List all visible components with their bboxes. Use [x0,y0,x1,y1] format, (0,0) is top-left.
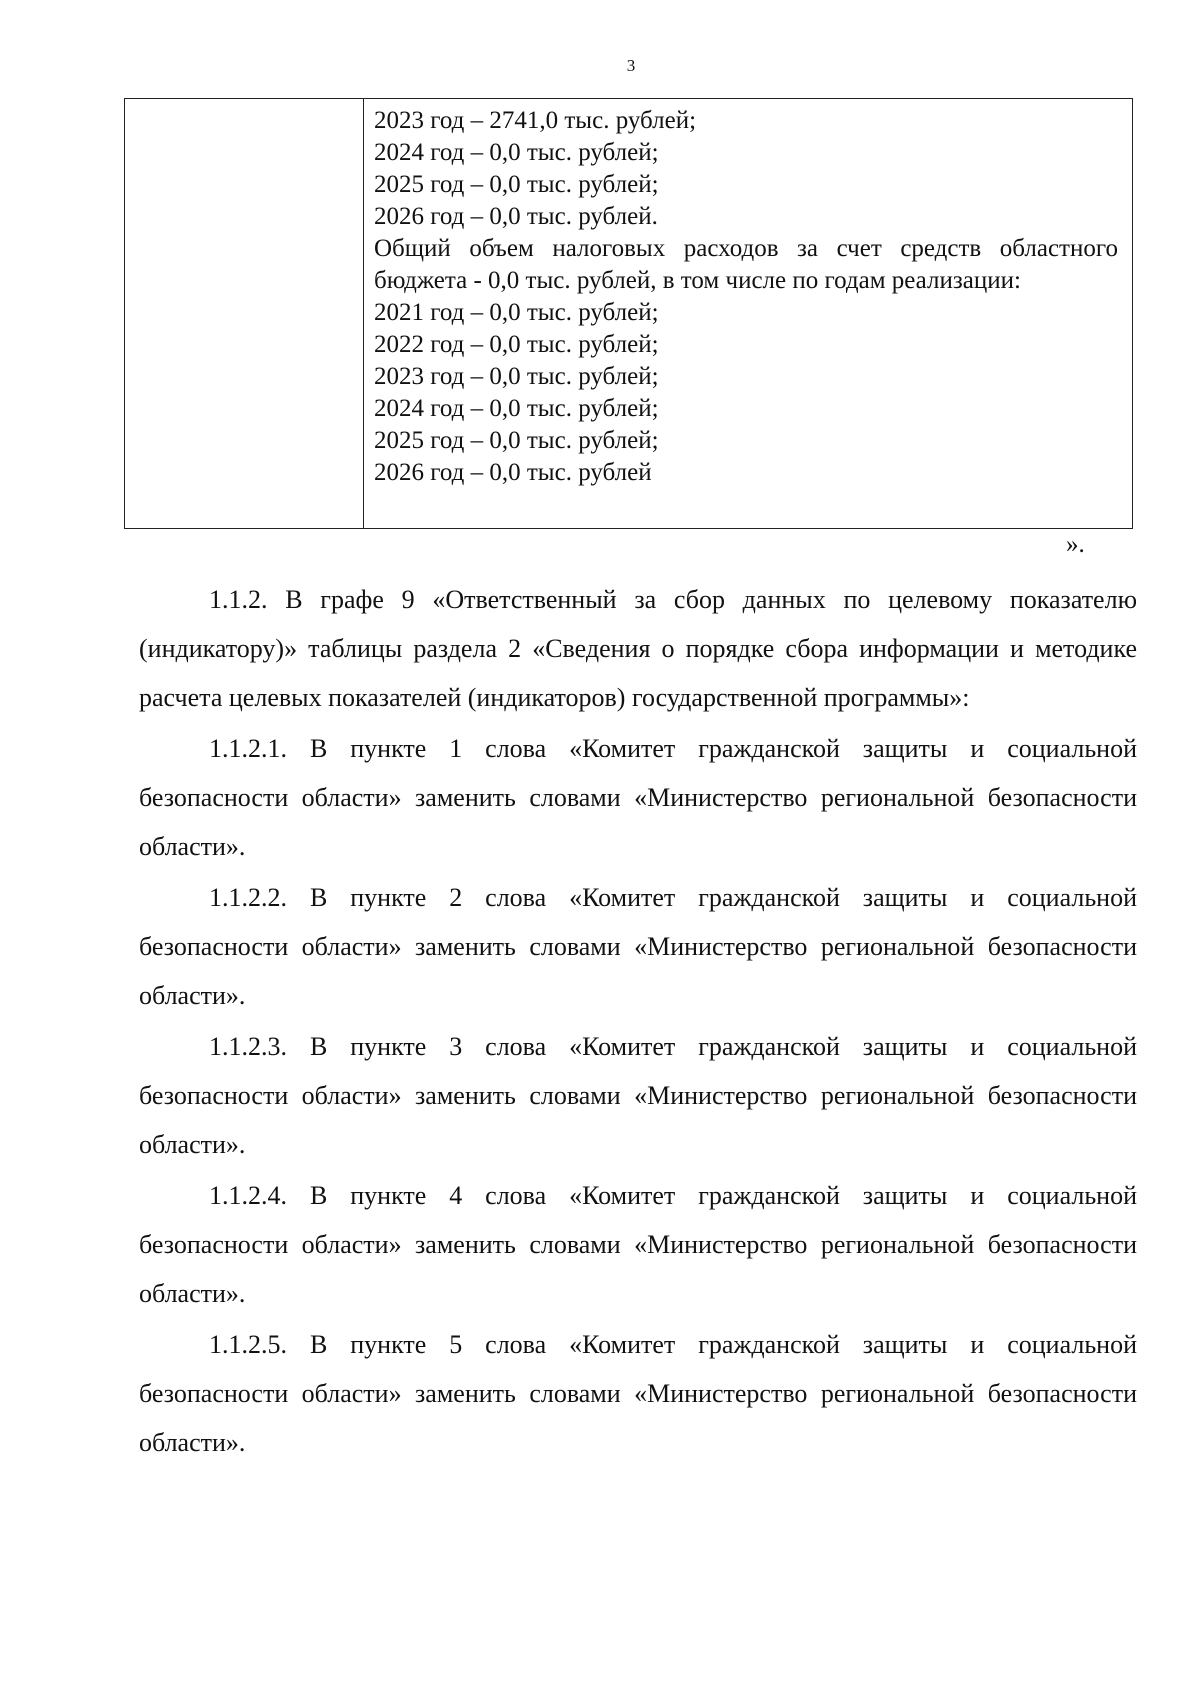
tax-line-2022: 2022 год – 0,0 тыс. рублей; [374,331,659,358]
paragraph-1-1-2-2: 1.1.2.2. В пункте 2 слова «Комитет гражданской защиты и социальной безопасности области» заменить словами «Министерство региональной безопасности области». [139,883,1137,1010]
tax-line-2021: 2021 год – 0,0 тыс. рублей; [374,299,659,326]
funding-line-2025: 2025 год – 0,0 тыс. рублей; [374,171,659,198]
table-closing-quote: ». [1066,531,1085,558]
tax-line-2026: 2026 год – 0,0 тыс. рублей [374,459,652,486]
funding-table [124,98,1133,529]
table-left-cell [125,99,364,528]
tax-line-2023: 2023 год – 0,0 тыс. рублей; [374,363,659,390]
paragraph-1-1-2-1: 1.1.2.1. В пункте 1 слова «Комитет гражданской защиты и социальной безопасности области» заменить словами «Министерство региональной безопасности области». [139,734,1137,861]
funding-line-2023: 2023 год – 2741,0 тыс. рублей; [374,107,697,134]
tax-line-2025: 2025 год – 0,0 тыс. рублей; [374,427,659,454]
paragraph-1-1-2-5: 1.1.2.5. В пункте 5 слова «Комитет гражданской защиты и социальной безопасности области» заменить словами «Министерство региональной безопасности области». [139,1330,1137,1457]
funding-line-2024: 2024 год – 0,0 тыс. рублей; [374,139,659,166]
tax-line-2024: 2024 год – 0,0 тыс. рублей; [374,395,659,422]
paragraph-1-1-2-4: 1.1.2.4. В пункте 4 слова «Комитет гражданской защиты и социальной безопасности области» заменить словами «Министерство региональной безопасности области». [139,1181,1137,1308]
document-body [139,575,1137,1469]
funding-line-2026: 2026 год – 0,0 тыс. рублей. [374,203,658,230]
table-right-cell [364,99,1132,528]
paragraph-1-1-2-3: 1.1.2.3. В пункте 3 слова «Комитет гражданской защиты и социальной безопасности области» заменить словами «Министерство региональной безопасности области». [139,1032,1137,1159]
paragraph-1-1-2: 1.1.2. В графе 9 «Ответственный за сбор данных по целевому показателю (индикатору)» таблицы раздела 2 «Сведения о порядке сбора информации и методике расчета целевых показателей (индикаторов) государственной программы»: [139,585,1137,712]
page-number: 3 [626,56,636,75]
tax-expenses-paragraph: Общий объем налоговых расходов за счет средств областного бюджета - 0,0 тыс. рублей, в том числе по годам реализации: [374,235,1118,294]
